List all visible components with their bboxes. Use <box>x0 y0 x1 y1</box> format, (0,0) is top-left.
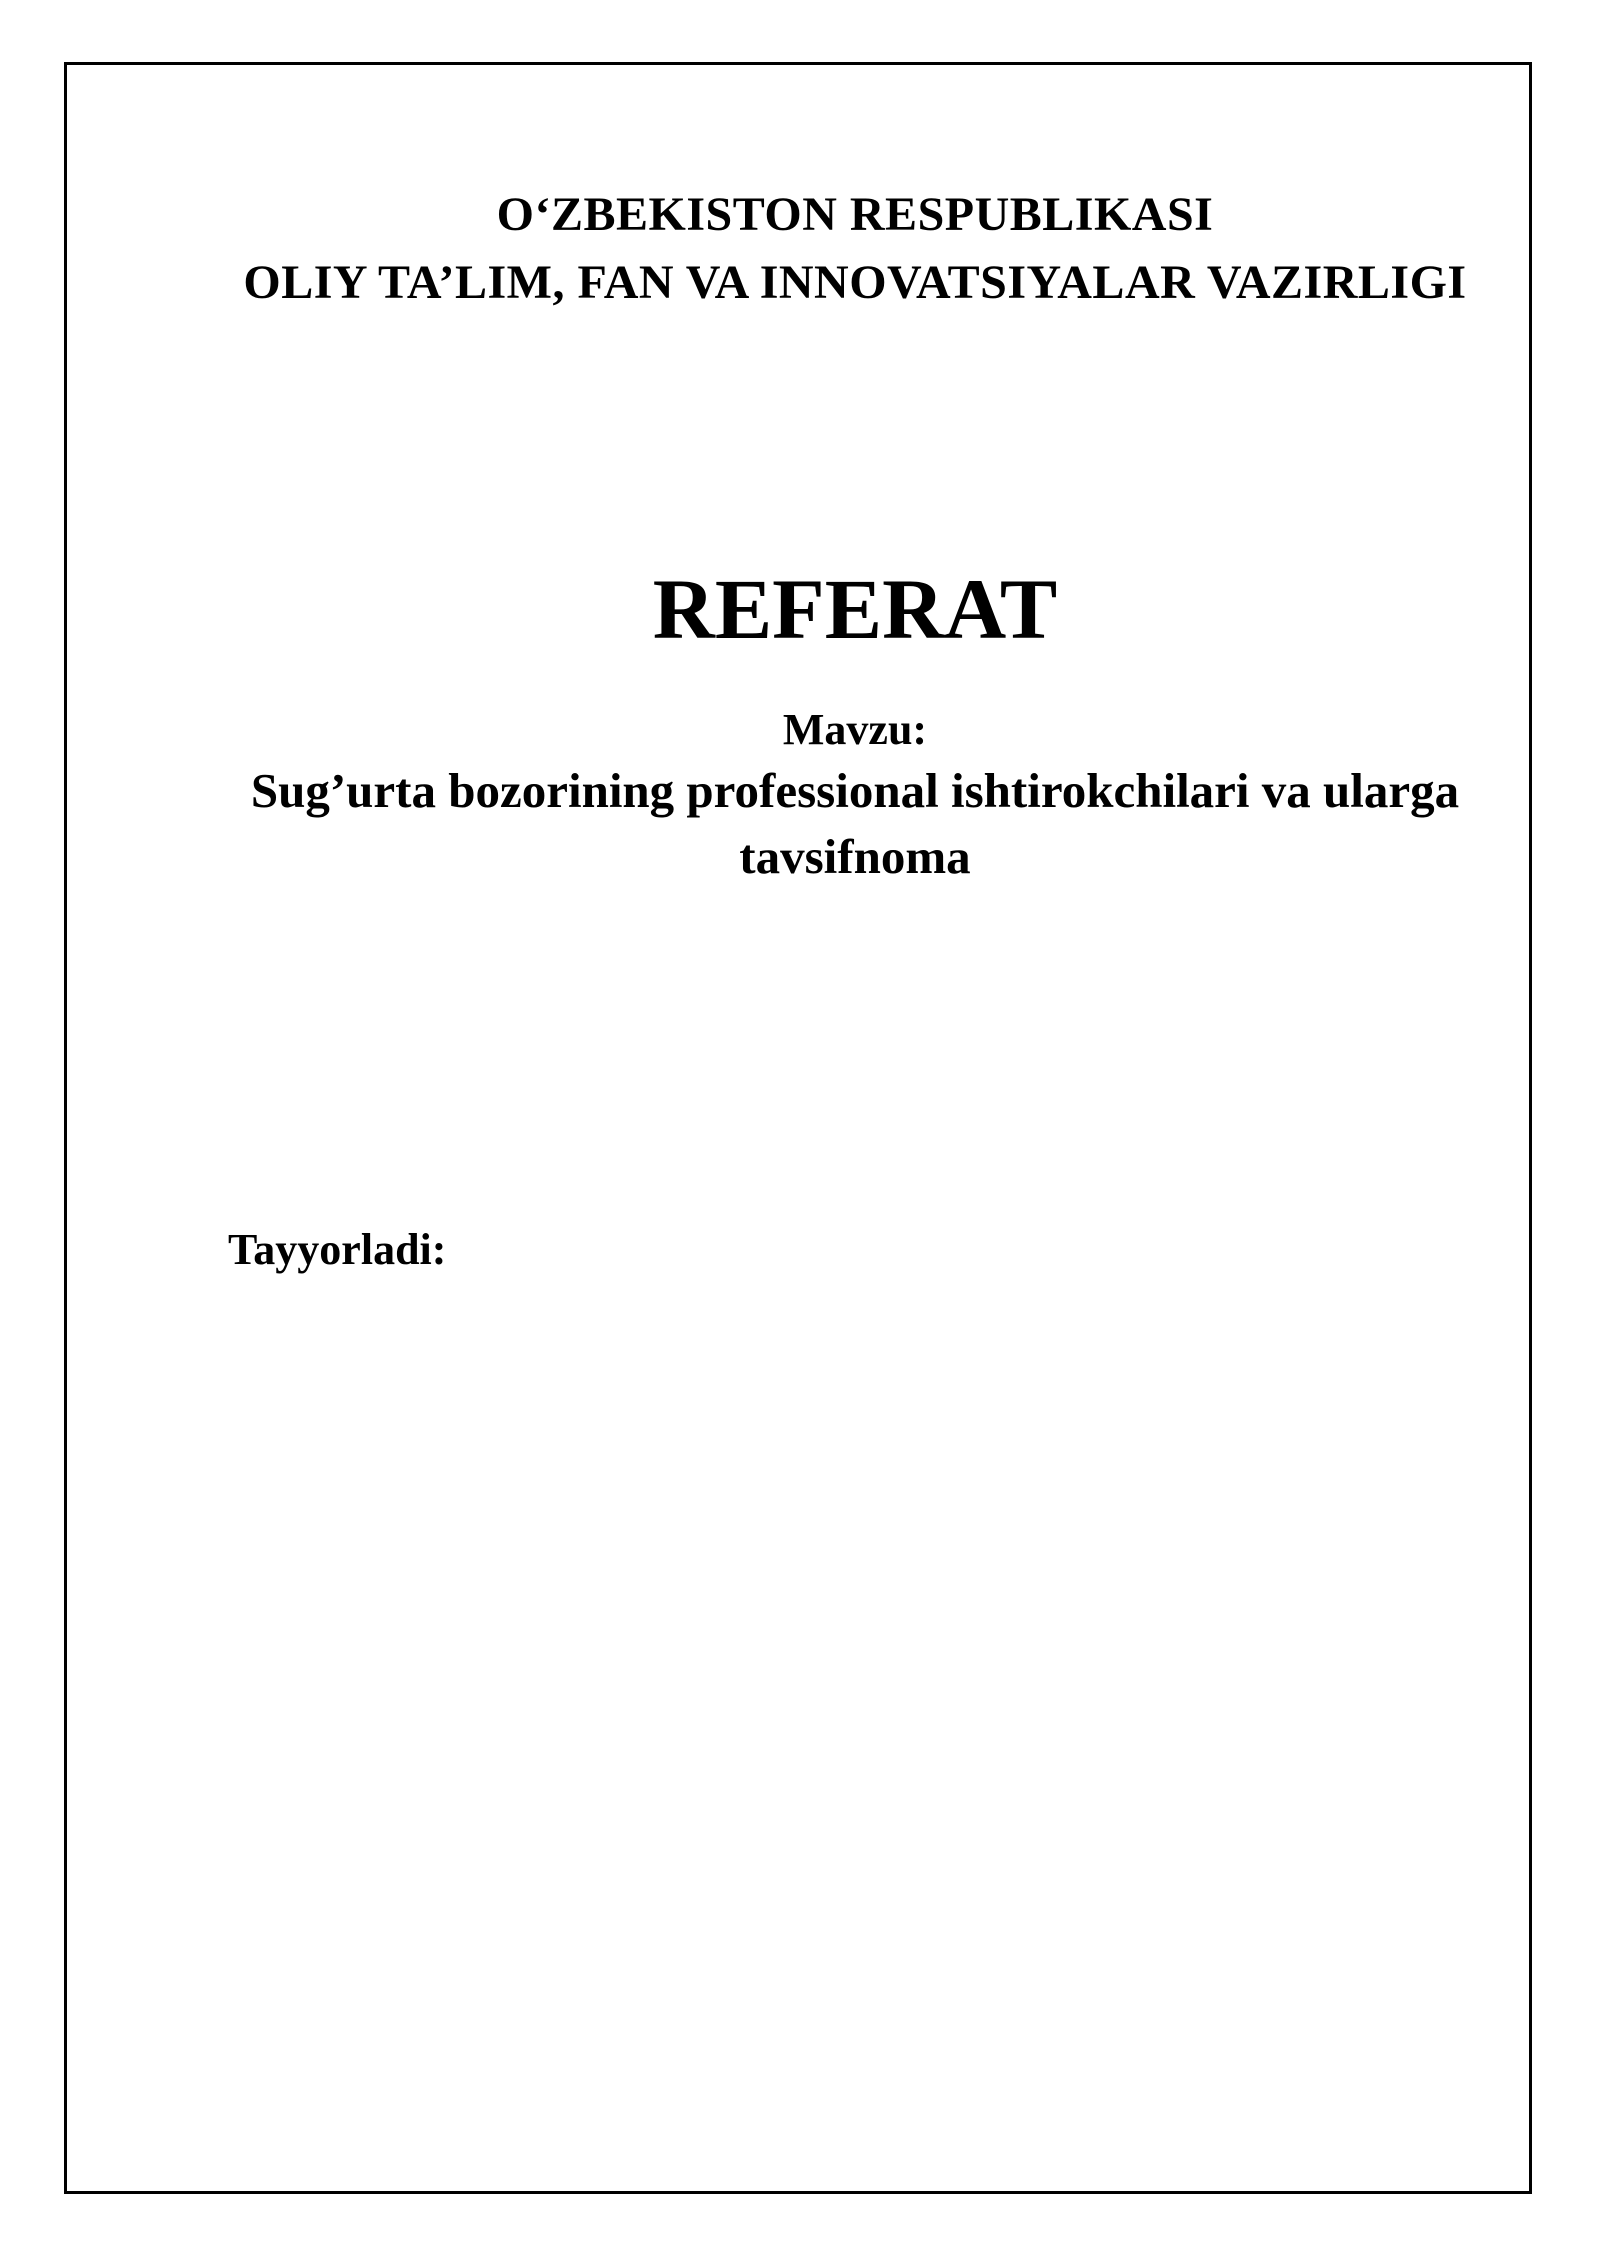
topic-label: Mavzu: <box>782 705 928 754</box>
header-line-country: O‘ZBEKISTON RESPUBLIKASI <box>496 188 1214 241</box>
prepared-by-label: Tayyorladi: <box>228 1225 447 1274</box>
ministry-header <box>180 181 1530 317</box>
topic-line-1: Sug’urta bozorining professional ishtirokchilari va ularga <box>250 763 1460 818</box>
page-border <box>64 62 1532 2194</box>
topic-text <box>180 758 1530 890</box>
document-title: REFERAT <box>652 561 1058 657</box>
header-line-ministry: OLIY TA’LIM, FAN VA INNOVATSIYALAR VAZIRLIGI <box>243 256 1467 309</box>
topic-line-2: tavsifnoma <box>739 829 971 884</box>
